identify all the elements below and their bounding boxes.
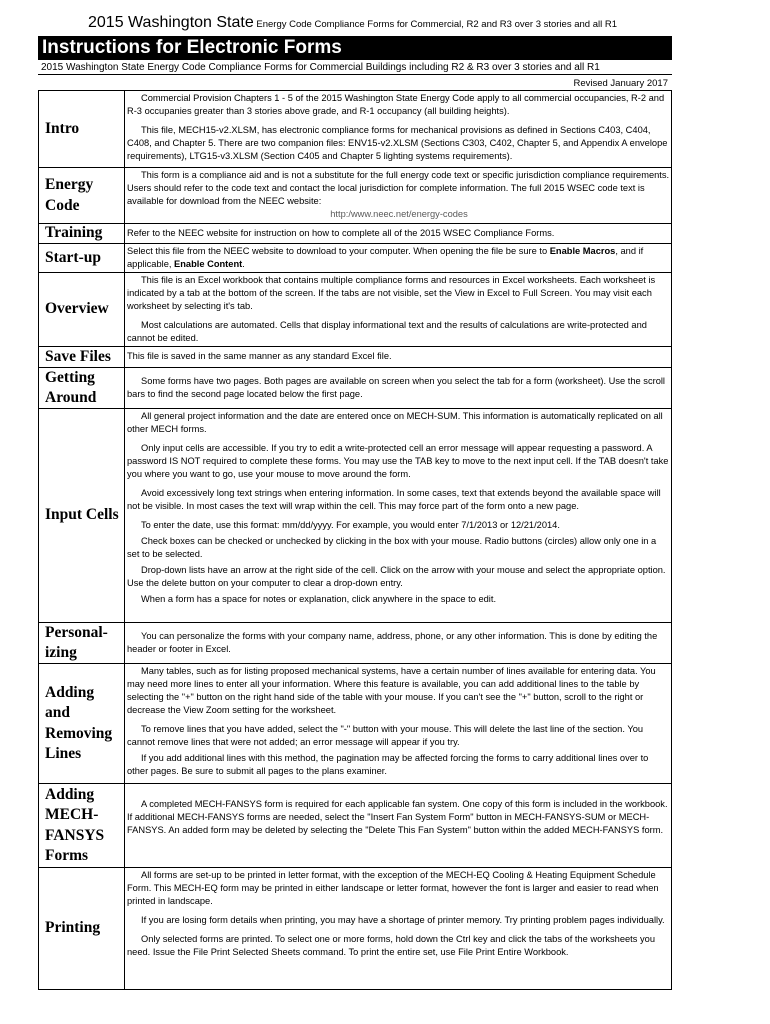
section-label-input-cells: Input Cells: [39, 409, 125, 622]
section-label-energy-code: Energy Code: [39, 168, 125, 223]
revised-date: Revised January 2017: [573, 78, 668, 89]
intro-paragraph: Commercial Provision Chapters 1 - 5 of the 2015 Washington State Energy Code apply to all commercial occupancies, R-2 and R-3 occupanies greater than 3 stories above grade, and R-1 occupancy (all building heights).: [127, 93, 665, 116]
neec-link[interactable]: http:/www.neec.net/energy-codes: [330, 209, 468, 219]
printing-paragraph: Only selected forms are printed. To select one or more forms, hold down the Ctrl key and click the tabs of the worksheets you need. Issue the File Print Selected Sheets command. To print the entire set, use File Print Entire Workbook.: [127, 934, 655, 957]
section-label-overview: Overview: [39, 273, 125, 346]
section-content-startup: [125, 244, 671, 272]
section-content-intro: [125, 91, 671, 167]
section-adding-fansys-forms: [38, 784, 672, 868]
input-cells-paragraph: All general project information and the date are entered once on MECH-SUM. This information is automatically replicated on all other MECH forms.: [127, 411, 663, 434]
section-personalizing: [38, 623, 672, 664]
section-content-adding-fansys-forms: [125, 784, 671, 867]
save-files-paragraph: This file is saved in the same manner as any standard Excel file.: [127, 351, 392, 361]
section-training: [38, 224, 672, 244]
training-paragraph: Refer to the NEEC website for instruction on how to complete all of the 2015 WSEC Compliance Forms.: [127, 228, 555, 238]
input-cells-paragraph: Only input cells are accessible. If you try to edit a write-protected cell an error message will appear requesting a password. A password IS NOT required to complete these forms. You may use the TAB key to move to the next input cell. If the TAB doesn't take you where you want to go, use your mouse to move around the form.: [127, 443, 669, 479]
ghost-header-large: 2015 Washington State: [88, 15, 254, 31]
section-label-save-files: Save Files: [39, 347, 125, 367]
startup-text-c: , and if applicable,: [127, 246, 644, 269]
input-cells-paragraph: When a form has a space for notes or explanation, click anywhere in the space to edit.: [141, 594, 497, 604]
input-cells-paragraph: Avoid excessively long text strings when entering information. In some cases, text that extends beyond the available space will not be visible. In most cases the text will wrap within the cell. This may force part of the form onto a new page.: [127, 488, 661, 511]
input-cells-paragraph: Drop-down lists have an arrow at the right side of the cell. Click on the arrow with your mouse and select the appropriate option. Use the delete button on your computer to clear a drop-down entry.: [127, 565, 666, 588]
section-printing: [38, 868, 672, 990]
adding-removing-paragraph: To remove lines that you have added, select the "-" button with your mouse. This will delete the last line of the section. You cannot remove lines that were not added; an error message will appear if you try.: [127, 724, 644, 747]
section-content-overview: [125, 273, 671, 346]
section-content-save-files: [125, 347, 671, 367]
section-label-getting-around: Getting Around: [39, 368, 125, 408]
section-input-cells: [38, 409, 672, 623]
section-content-adding-removing-lines: [125, 664, 671, 783]
section-label-adding-removing-lines: Adding and Removing Lines: [39, 664, 125, 783]
adding-fansys-paragraph: A completed MECH-FANSYS form is required for each applicable fan system. One copy of this form is included in the workbook. If additional MECH-FANSYS forms are needed, select the "Insert Fan System Form" button in MECH-FANSYS-SUM or MECH-FANSYS. An added form may be deleted by selecting the "Delete This Fan System" button within the added MECH-FANSYS form.: [127, 799, 668, 835]
section-save-files: [38, 347, 672, 368]
section-adding-removing-lines: [38, 664, 672, 784]
section-getting-around: [38, 368, 672, 409]
enable-macros-text: Enable Macros: [549, 246, 616, 256]
section-intro: [38, 90, 672, 168]
section-label-startup: Start-up: [39, 244, 125, 272]
intro-paragraph: This file, MECH15-v2.XLSM, has electronic compliance forms for mechanical provisions as defined in Sections C403, C404, C408, and Chapter 5. There are two companion files: ENV15-v2.XLSM (Sections C303, C402, Chapter 5, and Appendix A envelope requirements), LTG15-v3.XLSM (Section C405 and Chapter 5 lighting systems requirements).: [127, 125, 668, 161]
section-startup: [38, 244, 672, 273]
printing-paragraph: If you are losing form details when printing, you may have a shortage of printer memory. Try printing problem pages individually.: [141, 915, 665, 925]
section-label-printing: Printing: [39, 868, 125, 989]
adding-removing-paragraph: Many tables, such as for listing proposed mechanical systems, have a certain number of lines available for entering data. You may need more lines to enter all your information. Where this feature is available, you can add additional lines to the table by selecting the "+" button on the right hand side of the table with your mouse. If you can't see the "+" button, scroll to the right or decrease the View Zoom setting for the worksheet.: [127, 666, 656, 715]
section-label-training: Training: [39, 224, 125, 243]
overview-paragraph: Most calculations are automated. Cells that display informational text and the results of calculations are write-protected and cannot be edited.: [127, 320, 647, 343]
section-content-input-cells: [125, 409, 671, 622]
overview-paragraph: This file is an Excel workbook that contains multiple compliance forms and resources in Excel worksheets. Each worksheet is indicated by a tab at the bottom of the screen. If the tabs are not visible, set the View in Excel to Full Screen. You may visit each worksheet by selecting it's tab.: [127, 275, 656, 311]
enable-content-text: Enable Content: [174, 259, 243, 269]
section-content-training: [125, 224, 671, 243]
instructions-table: [38, 90, 672, 990]
section-energy-code: [38, 168, 672, 224]
startup-text-a: Select this file from the NEEC website to download to your computer. When opening the file be sure to: [127, 246, 550, 256]
section-content-energy-code: [125, 168, 671, 223]
section-content-printing: [125, 868, 671, 989]
section-content-personalizing: [125, 623, 671, 663]
personalizing-paragraph: You can personalize the forms with your company name, address, phone, or any other information. This is done by editing the header or footer in Excel.: [127, 631, 658, 654]
printing-paragraph: All forms are set-up to be printed in letter format, with the exception of the MECH-EQ Cooling & Heating Equipment Schedule Form. This MECH-EQ form may be printed in either landscape or letter format, however the font is larger and easier to read when printed in landscape.: [127, 870, 659, 906]
startup-paragraph: [127, 245, 671, 271]
page-title: Instructions for Electronic Forms: [38, 36, 672, 60]
section-label-adding-fansys-forms: Adding MECH- FANSYS Forms: [39, 784, 125, 867]
ghost-header-text: [88, 15, 770, 33]
input-cells-paragraph: To enter the date, use this format: mm/dd/yyyy. For example, you would enter 7/1/2013 or 12/21/2014.: [141, 520, 560, 530]
energy-code-paragraph: This form is a compliance aid and is not a substitute for the full energy code text or specific jurisdiction compliance requirements. Users should refer to the code text and contact the local jurisdiction for complete information. The full 2015 WSEC code text is available for download from the NEEC website:: [127, 170, 670, 206]
input-cells-paragraph: Check boxes can be checked or unchecked by clicking in the box with your mouse. Radio buttons (circles) allow only one in a set to be selected.: [127, 536, 657, 559]
getting-around-paragraph: Some forms have two pages. Both pages are available on screen when you select the tab for a form (worksheet). Use the scroll bars to find the second page located below the first page.: [127, 376, 665, 399]
section-overview: [38, 273, 672, 347]
section-label-intro: Intro: [39, 91, 125, 167]
section-content-getting-around: [125, 368, 671, 408]
ghost-header-small: Energy Code Compliance Forms for Commercial, R2 and R3 over 3 stories and all R1: [253, 19, 618, 30]
startup-text-e: .: [242, 259, 245, 269]
section-label-personalizing: Personal- izing: [39, 623, 125, 663]
page-subtitle: 2015 Washington State Energy Code Compliance Forms for Commercial Buildings including R2 & R3 over 3 stories and all R1: [38, 61, 672, 75]
adding-removing-paragraph: If you add additional lines with this method, the pagination may be affected forcing the forms to carry additional lines over to other pages. Be sure to submit all pages to the plans examiner.: [127, 753, 649, 776]
